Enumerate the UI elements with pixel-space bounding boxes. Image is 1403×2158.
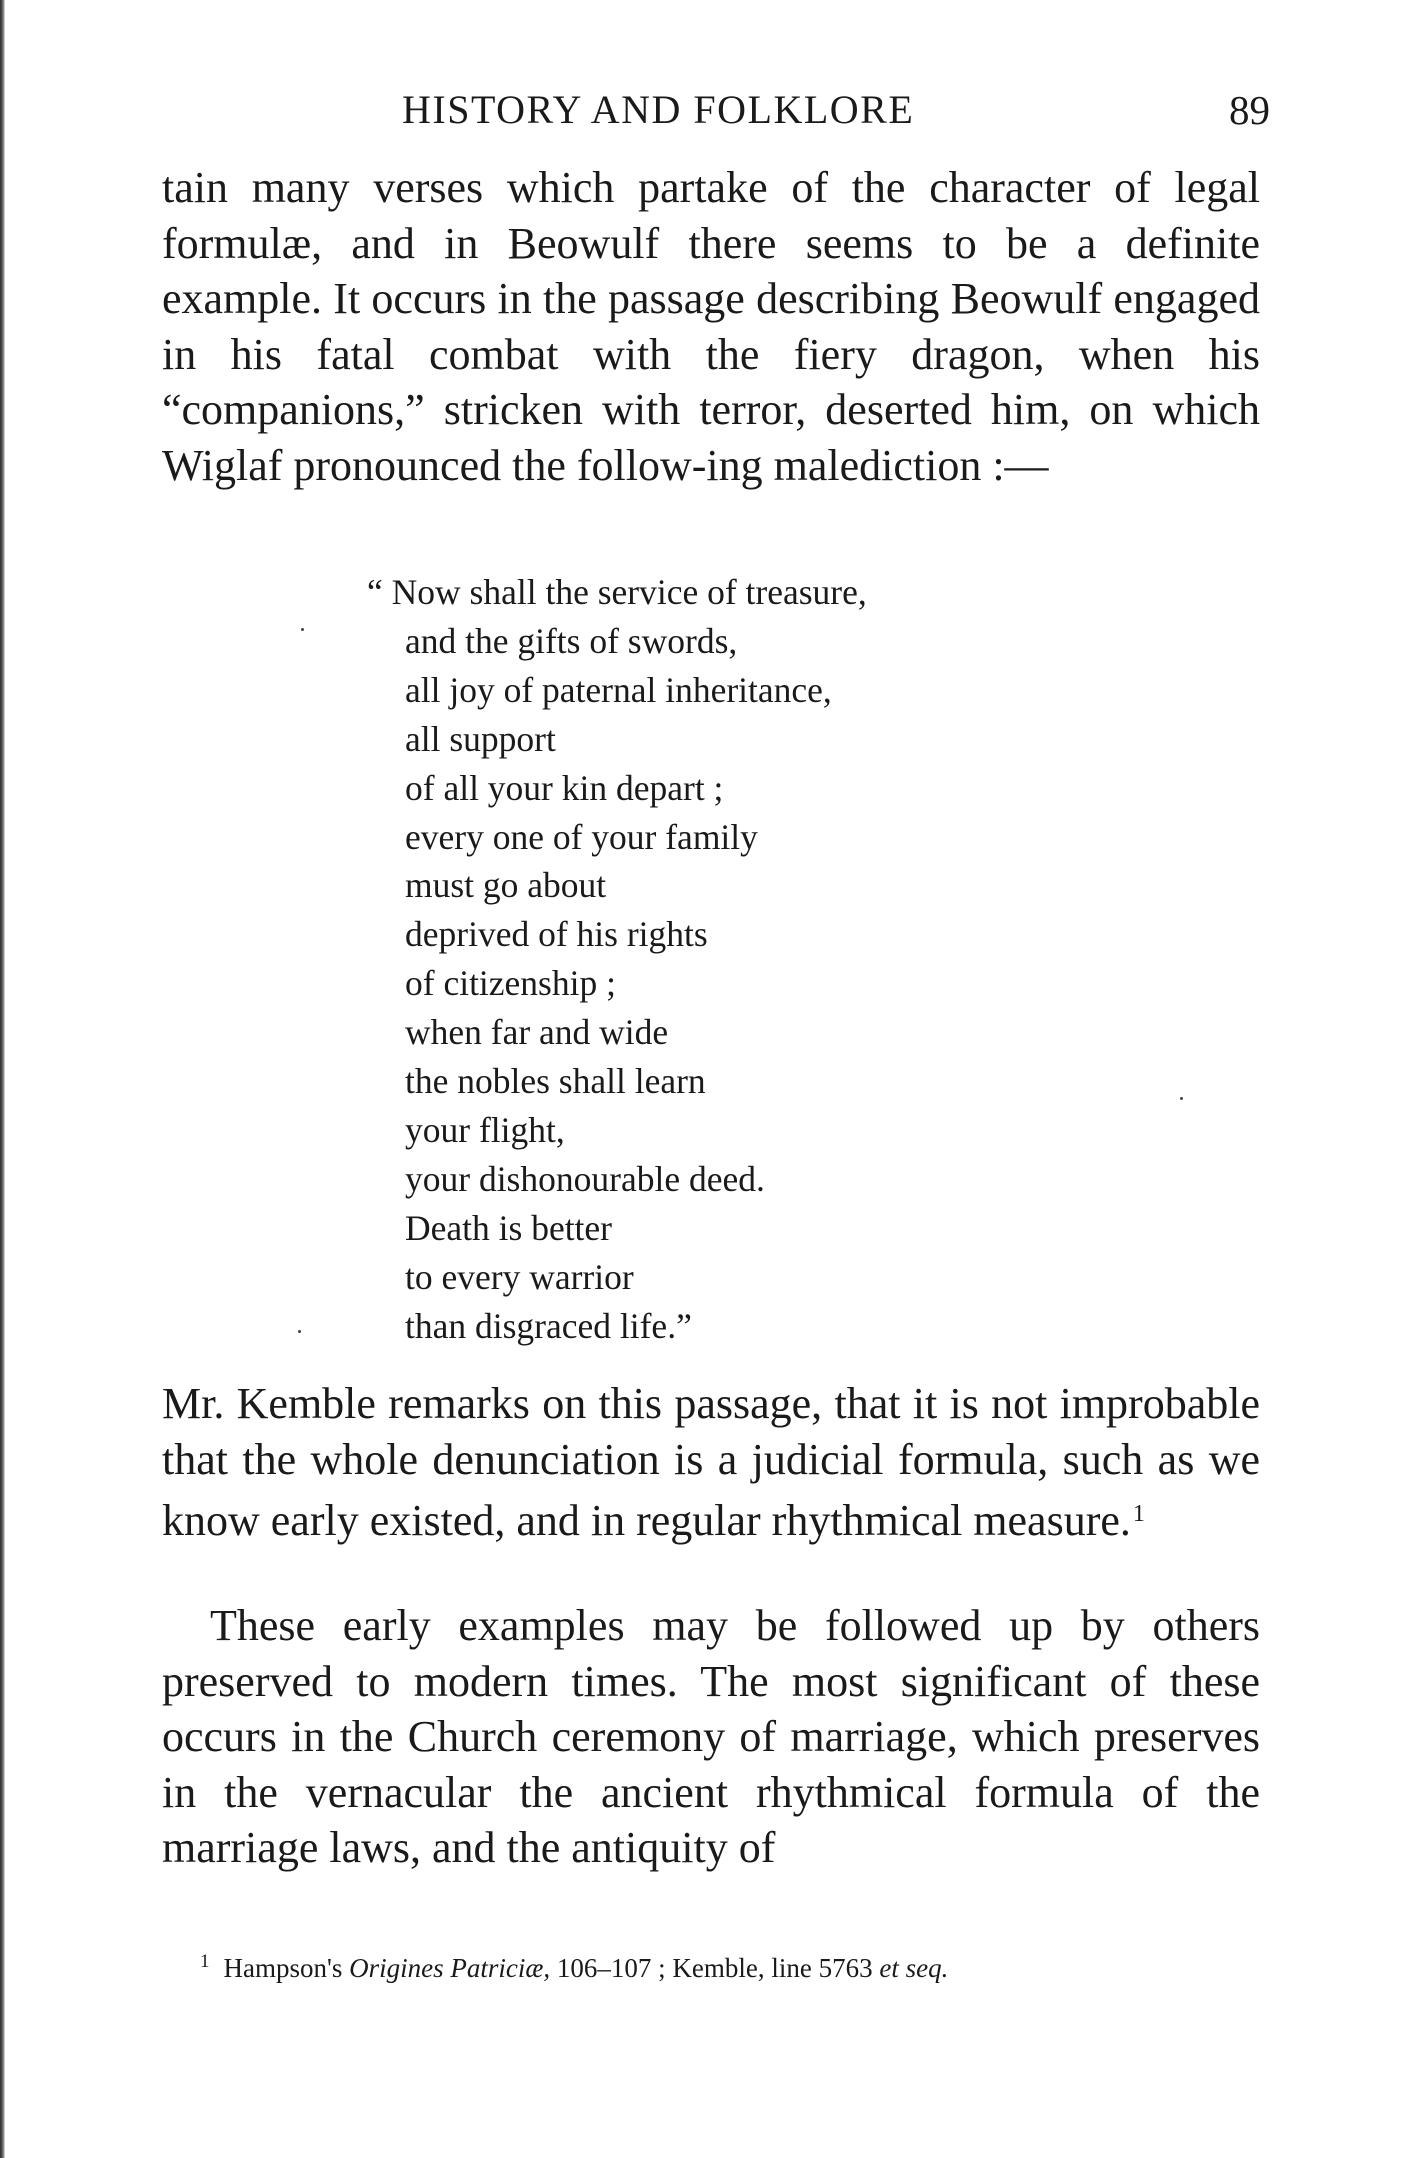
page-number: 89 (1229, 87, 1270, 133)
verse-line: when far and wide (405, 1012, 669, 1053)
binding-edge (0, 0, 5, 2158)
verse-line: deprived of his rights (405, 914, 708, 955)
scan-speck (298, 1330, 301, 1333)
paragraph-2-text: Mr. Kemble remarks on this passage, that it is not improbable that the whole denunciation is a judicial formula, such as we know early existed, and in regular rhythmical measure. (162, 1379, 1260, 1545)
footnote-pages: 106–107 ; Kemble, line 5763 (556, 1953, 873, 1983)
paragraph-2 (162, 1376, 1260, 1549)
footnote-et-seq: et seq. (879, 1953, 949, 1983)
verse-line: of citizenship ; (405, 963, 616, 1004)
paragraph-1-text: tain many verses which partake of the character of legal formulæ, and in Beowulf there seems to be a definite example. It occurs in the passage describing Beowulf engaged in his fatal combat with the fiery dragon, when his “companions,” stricken with terror, deserted him, on which Wiglaf pronounced the follow-ing malediction :— (162, 163, 1260, 490)
verse-line: the nobles shall learn (405, 1061, 706, 1102)
footnote (200, 1944, 948, 1986)
verse-line: every one of your family (405, 816, 758, 857)
running-head (162, 86, 1270, 138)
verse-line: your flight, (405, 1109, 565, 1150)
paragraph-3 (162, 1598, 1260, 1876)
verse-line: “ Now shall the service of treasure, (367, 572, 867, 612)
verse-line: Death is better (405, 1207, 613, 1248)
footnote-author: Hampson's (223, 1953, 343, 1983)
footnote-title: Origines Patriciæ, (349, 1953, 551, 1983)
paragraph-3-text: These early examples may be followed up by others preserved to modern times. The most significant of these occurs in the Church ceremony of marriage, which preserves in the vernacular the ancient rhythmical formula of the marriage laws, and the antiquity of (162, 1601, 1260, 1872)
verse-line: than disgraced life.” (405, 1305, 692, 1346)
verse-line: all support (405, 718, 556, 759)
verse-line: and the gifts of swords, (405, 620, 738, 661)
verse-line: all joy of paternal inheritance, (405, 669, 832, 710)
scan-speck (1180, 1097, 1183, 1100)
scan-speck (301, 628, 304, 631)
verse-line: to every warrior (405, 1256, 634, 1297)
running-head-title: HISTORY AND FOLKLORE (402, 87, 915, 132)
footnote-reference: 1 (1132, 1501, 1145, 1527)
verse-line: your dishonourable deed. (405, 1158, 765, 1199)
paragraph-1 (162, 160, 1260, 493)
verse-block (367, 568, 867, 1351)
verse-line: of all your kin depart ; (405, 767, 724, 808)
footnote-marker: 1 (200, 1951, 210, 1972)
verse-line: must go about (405, 865, 607, 906)
